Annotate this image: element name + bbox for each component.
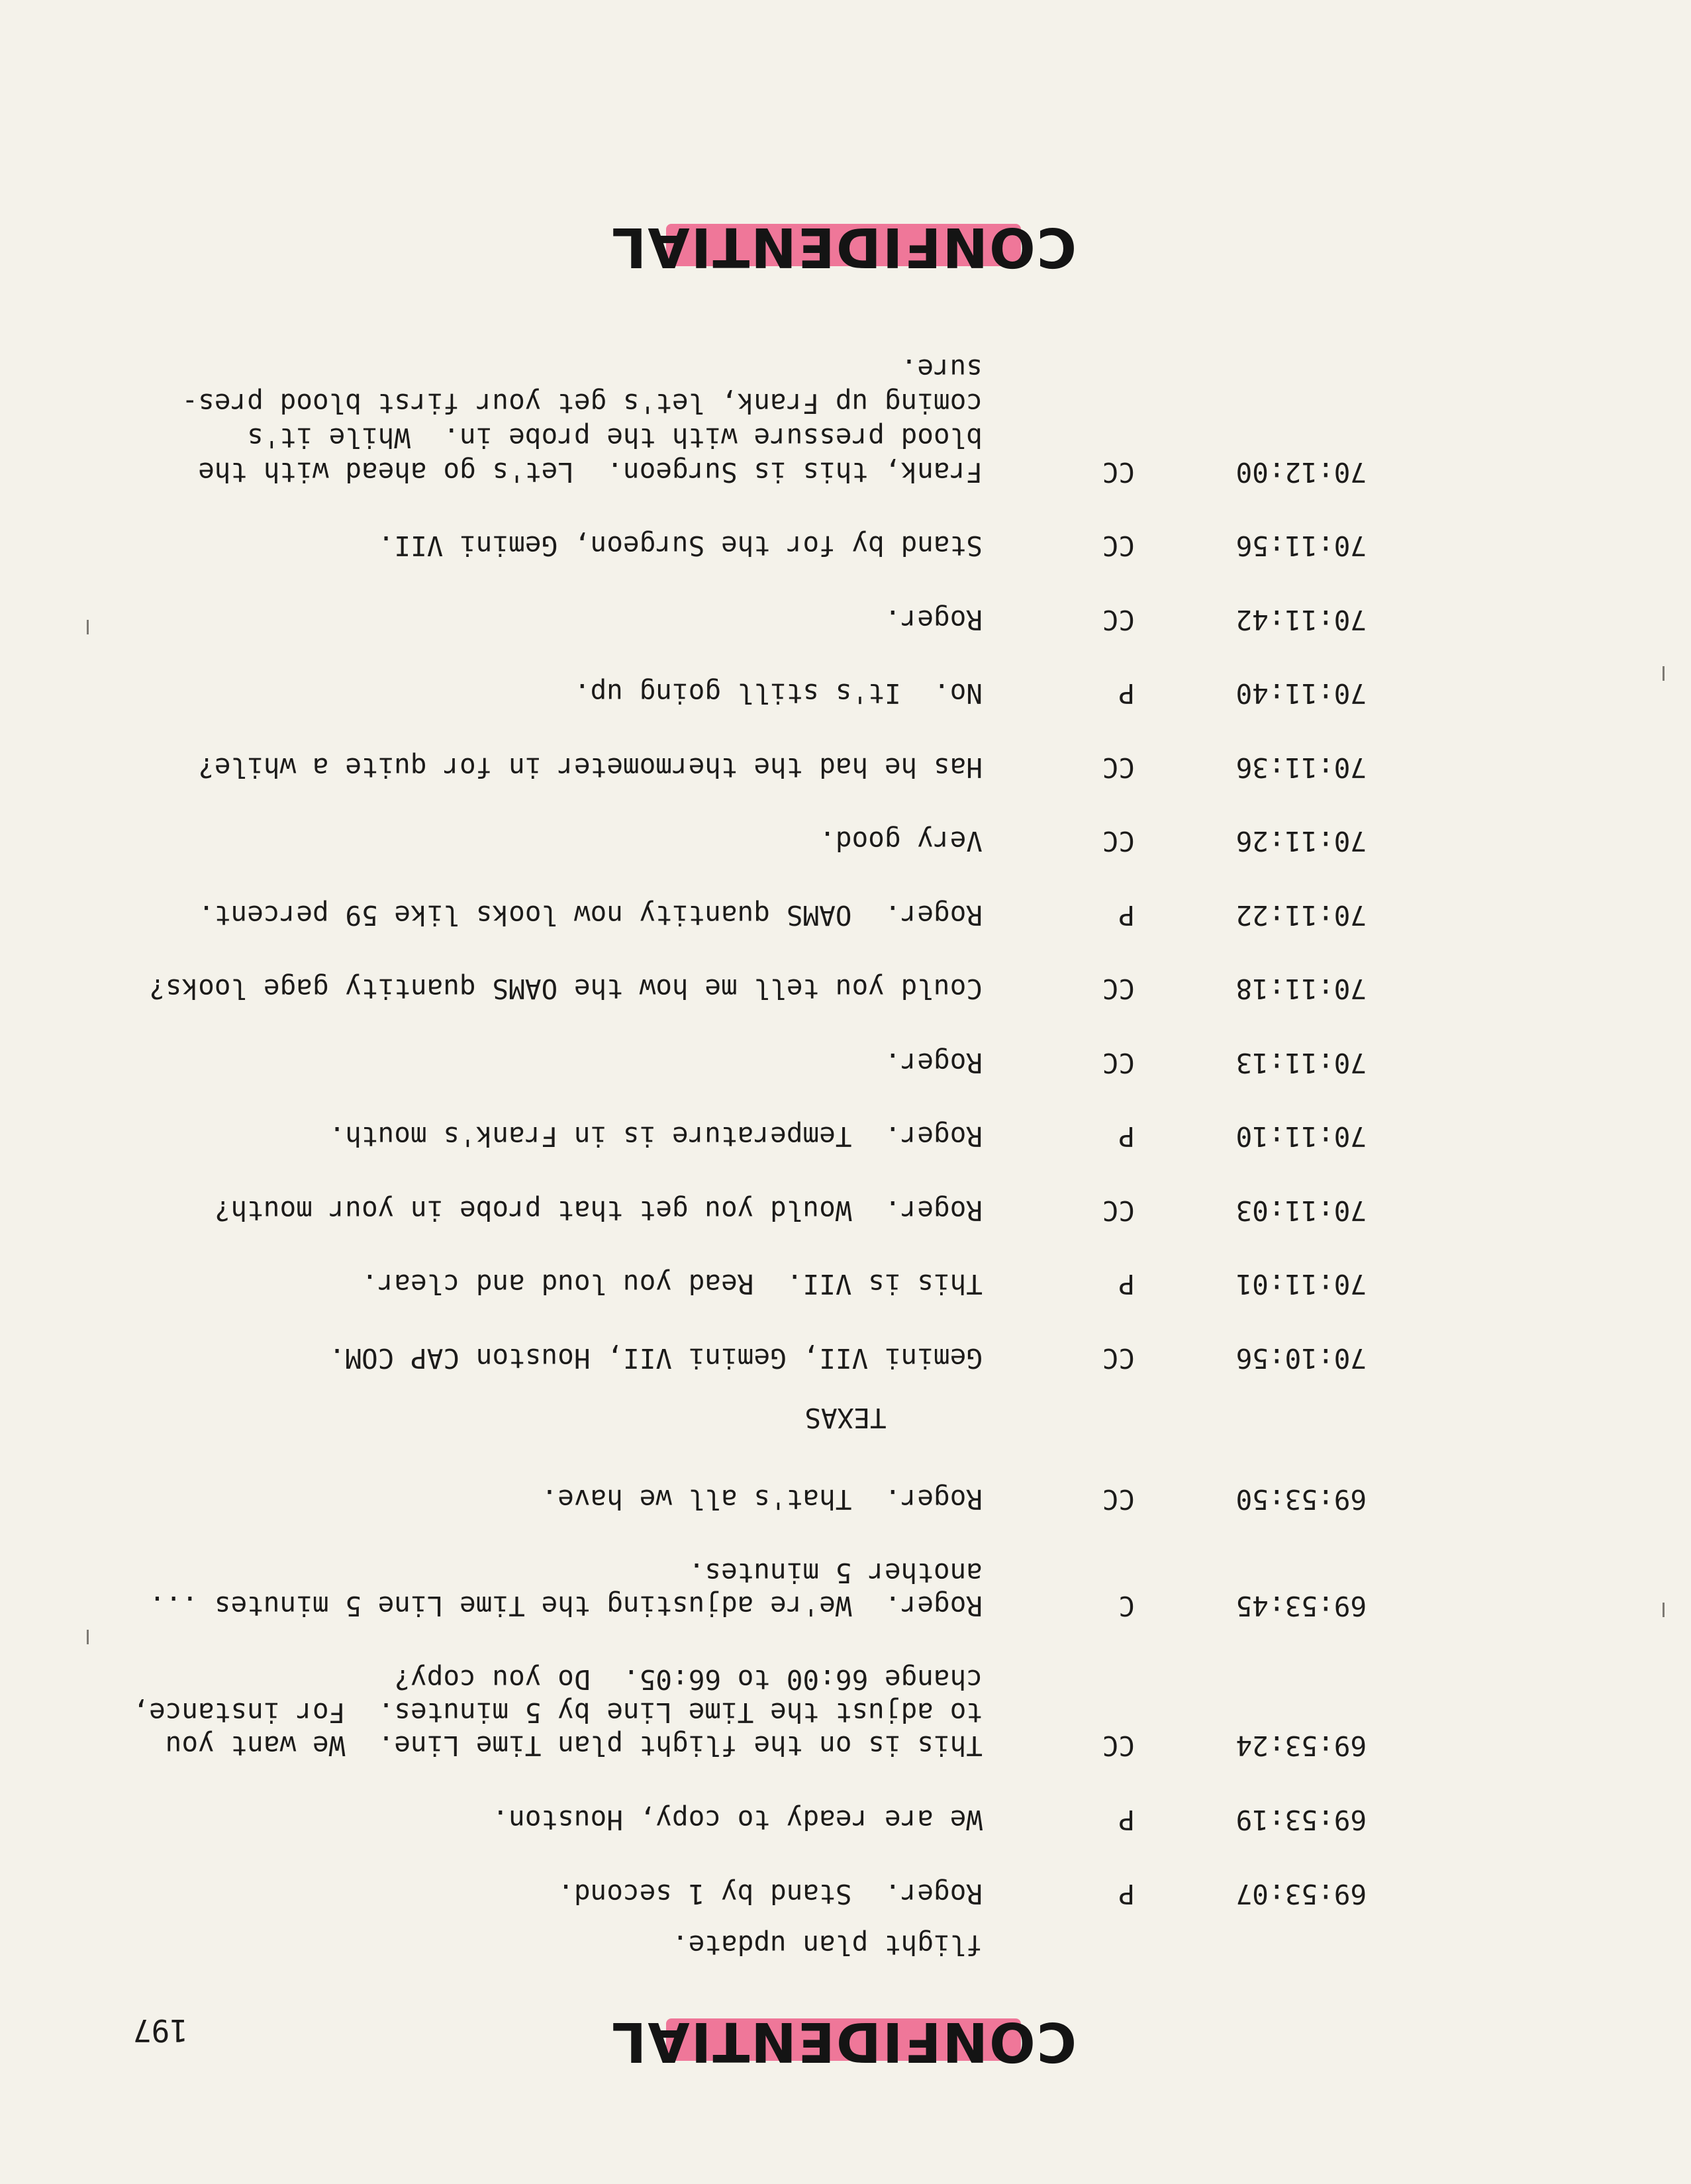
entry-text: Roger. [884,604,983,636]
entry-time: 70:11:40 [1235,677,1367,709]
entry-speaker: P [1118,1878,1135,1910]
margin-mark [1663,666,1665,681]
transcript-entry [42,1118,1367,1154]
transcript-entry [42,1876,1367,1912]
entry-speaker: CC [1102,1342,1135,1374]
transcript-entry-continuation [42,1695,1367,1730]
entry-speaker: CC [1102,825,1135,857]
entry-time: 70:11:36 [1235,752,1367,783]
transcript-entry-continuation [42,420,1367,456]
entry-text: change 66:00 to 66:05. Do you copy? [394,1663,983,1695]
entry-text: Has he had the thermometer in for quite a while? [198,752,983,783]
entry-time: 70:11:03 [1235,1195,1367,1226]
transcript-entry-continuation [42,1662,1367,1697]
entry-text: This is on the flight plan Time Line. We want you [165,1730,983,1762]
entry-text: No. It's still going up. [573,677,983,709]
entry-speaker: CC [1102,530,1135,562]
entry-text: Gemini VII, Gemini VII, Houston CAP COM. [328,1342,983,1374]
entry-text: Roger. That's all we have. [541,1483,983,1515]
entry-text: This is VII. Read you loud and clear. [362,1268,983,1300]
transcript-entry [42,750,1367,785]
entry-text: Very good. [819,825,983,857]
entry-text: Roger. We're adjusting the Time Line 5 minutes ... [149,1590,983,1622]
entry-time: 70:11:22 [1235,899,1367,931]
transcript-entry [42,897,1367,933]
transcript-entry-continuation [42,351,1367,387]
transcript-entry [42,675,1367,711]
entry-time: 70:10:56 [1235,1342,1367,1374]
transcript-entry [42,1266,1367,1302]
entry-text: We are ready to copy, Houston. [492,1804,983,1836]
entry-time: 69:53:24 [1235,1730,1367,1762]
transcript-entry [42,1045,1367,1081]
transcript-entry [42,823,1367,859]
entry-text: Could you tell me how the OAMS quantity gage looks? [149,973,983,1005]
entry-time: 70:11:42 [1235,604,1367,636]
entry-text: Stand by for the Surgeon, Gemini VII. [377,530,983,562]
margin-mark [87,620,89,634]
transcript-entry-continuation [42,385,1367,421]
entry-text: Frank, this is Surgeon. Let's go ahead with the [198,456,983,488]
entry-speaker: CC [1102,1483,1135,1515]
station-header: TEXAS [804,1402,887,1434]
top-note: flight plan update. [672,1929,983,1961]
entry-text: Roger. Stand by 1 second. [557,1878,983,1910]
entry-speaker: CC [1102,1047,1135,1079]
entry-text: coming up Frank, let's get your first blood pres- [181,387,983,419]
entry-text: Roger. Would you get that probe in your mouth? [214,1195,983,1226]
transcript-entry [42,1588,1367,1624]
entry-speaker: P [1118,1268,1135,1300]
entry-text: Roger. [884,1047,983,1079]
entry-text: blood pressure with the probe in. While it's [247,422,983,454]
entry-time: 70:11:13 [1235,1047,1367,1079]
entry-text: sure. [900,353,983,385]
confidential-stamp-text: CONFIDENTIAL [610,2010,1077,2073]
entry-time: 69:53:19 [1235,1804,1367,1836]
entry-speaker: CC [1102,456,1135,488]
entry-text: to adjust the Time Line by 5 minutes. For instance, [132,1697,983,1728]
margin-mark [87,1630,89,1644]
entry-text: Roger. Temperature is in Frank's mouth. [328,1120,983,1152]
entry-text: another 5 minutes. [688,1557,983,1589]
entry-speaker: P [1118,1804,1135,1836]
transcript-entry [42,1802,1367,1838]
entry-time: 69:53:45 [1235,1590,1367,1622]
transcript-entry [42,1193,1367,1228]
transcript-entry [42,1481,1367,1517]
entry-speaker: P [1118,677,1135,709]
confidential-stamp-text: CONFIDENTIAL [610,215,1077,278]
transcript-entry [42,1340,1367,1376]
entry-speaker: CC [1102,752,1135,783]
entry-time: 69:53:07 [1235,1878,1367,1910]
entry-time: 70:11:18 [1235,973,1367,1005]
entry-speaker: CC [1102,1730,1135,1762]
transcript-entry [42,454,1367,490]
margin-mark [1663,1603,1665,1617]
transcript-entry [42,1728,1367,1763]
entry-time: 70:12:00 [1235,456,1367,488]
transcript-entry [42,971,1367,1007]
entry-speaker: P [1118,1120,1135,1152]
entry-speaker: CC [1102,1195,1135,1226]
page-number: 197 [132,2012,188,2048]
entry-time: 70:11:56 [1235,530,1367,562]
entry-time: 70:11:10 [1235,1120,1367,1152]
entry-speaker: CC [1102,973,1135,1005]
entry-time: 69:53:50 [1235,1483,1367,1515]
transcript-entry [42,602,1367,638]
entry-speaker: P [1118,899,1135,931]
confidential-stamp-top [610,2010,1077,2073]
transcript-entry [42,528,1367,564]
entry-text: Roger. OAMS quantity now looks like 59 percent. [198,899,983,931]
entry-time: 70:11:26 [1235,825,1367,857]
entry-time: 70:11:01 [1235,1268,1367,1300]
transcript-entry-continuation [42,1555,1367,1591]
confidential-stamp-bottom [610,215,1077,278]
entry-speaker: C [1118,1590,1135,1622]
entry-speaker: CC [1102,604,1135,636]
